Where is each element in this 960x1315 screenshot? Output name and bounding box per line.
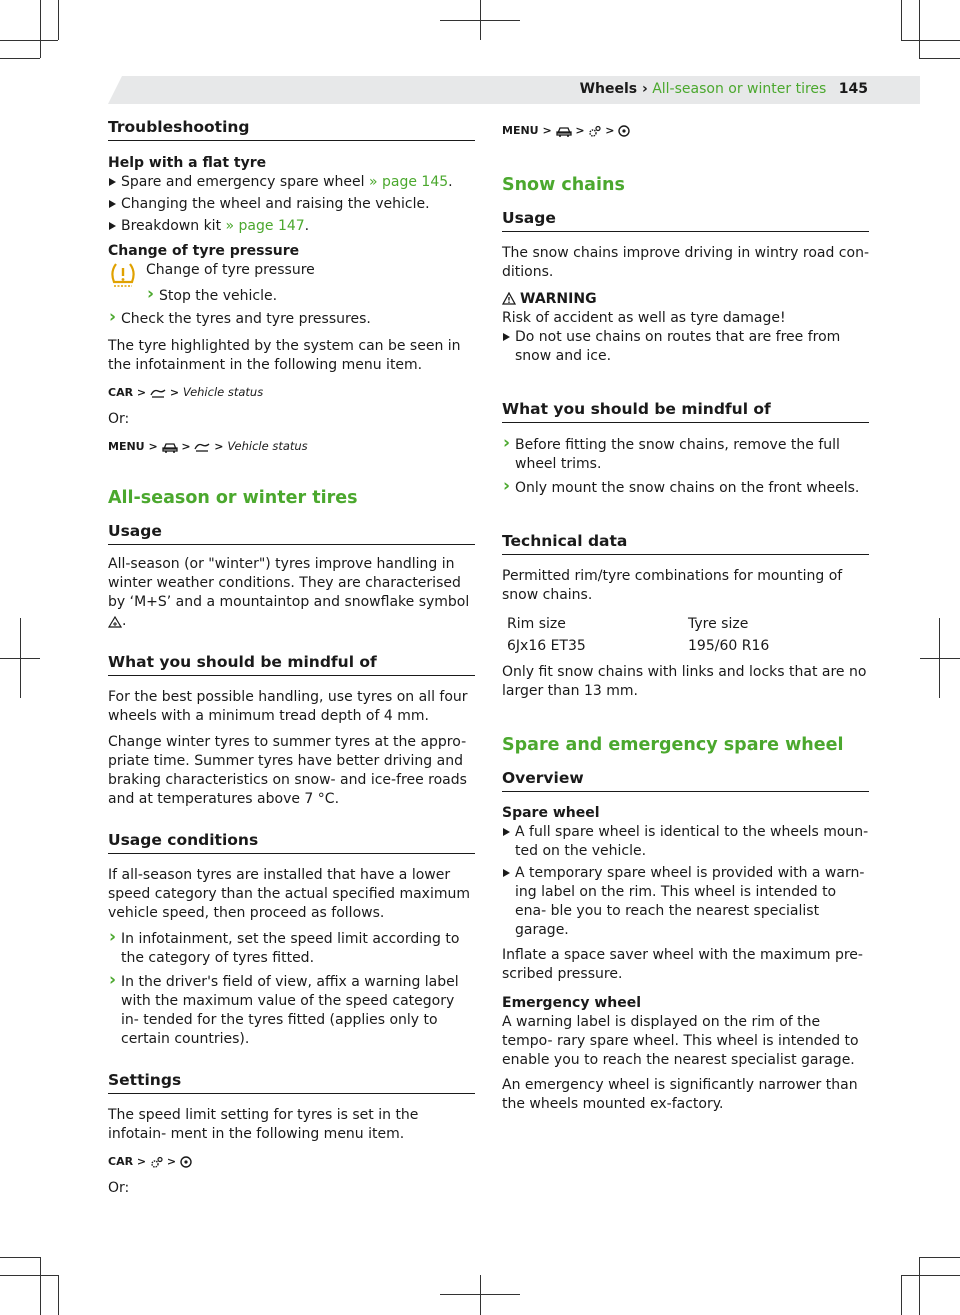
table-cell: 195/60 R16 xyxy=(688,637,770,654)
list-item: Spare and emergency spare wheel » page 145. xyxy=(108,173,475,192)
crop-mark xyxy=(0,1275,58,1276)
speed-limit-icon xyxy=(180,1156,192,1168)
usage-heading: Usage xyxy=(108,522,475,545)
crop-mark xyxy=(480,0,481,40)
settings-gear-icon xyxy=(150,1156,163,1169)
crop-mark xyxy=(20,618,21,698)
menu-path: CAR > > Vehicle status xyxy=(108,385,264,399)
menu-key-label[interactable]: MENU xyxy=(108,440,145,453)
pressure-indicator-block xyxy=(108,261,475,306)
usage-heading: Usage xyxy=(502,209,869,232)
table-row xyxy=(502,635,869,657)
crop-mark xyxy=(0,1257,40,1258)
list-item: Do not use chains on routes that are free from snow and ice. xyxy=(502,328,869,366)
action-step: › In the driver's field of view, affix a warning label with the maximum value of the speed category in- tended for the tyres fitted (applies only to certain countries). xyxy=(108,973,475,1049)
paragraph: The snow chains improve driving in wintry road con- ditions. xyxy=(502,245,869,280)
vehicle-tyre-icon xyxy=(150,388,166,398)
crop-mark xyxy=(40,1257,41,1315)
warning-heading: WARNING xyxy=(502,290,869,309)
flat-tyre-title: Help with a flat tyre xyxy=(108,155,267,171)
section-title-snow-chains: Snow chains xyxy=(502,175,625,195)
list-item: Changing the wheel and raising the vehicle. xyxy=(108,195,475,214)
section-title-spare-wheel: Spare and emergency spare wheel xyxy=(502,735,844,755)
usage-conditions-heading: Usage conditions xyxy=(108,831,475,854)
spare-wheel-title: Spare wheel xyxy=(502,805,600,821)
action-step: › Check the tyres and tyre pressures. xyxy=(108,310,475,329)
menu-item-vehicle-status[interactable]: Vehicle status xyxy=(227,439,308,453)
crop-mark xyxy=(920,658,960,659)
crop-mark xyxy=(901,1275,902,1315)
list-item: Breakdown kit » page 147. xyxy=(108,217,475,236)
technical-data-heading: Technical data xyxy=(502,532,869,555)
crop-mark xyxy=(58,0,59,40)
action-step: › In infotainment, set the speed limit according to the category of tyres fitted. xyxy=(108,930,475,968)
crop-mark xyxy=(40,0,41,58)
paragraph: Inflate a space saver wheel with the maximum pre- scribed pressure. xyxy=(502,947,863,982)
paragraph: A warning label is displayed on the rim of the tempo- rary spare wheel. This wheel is intended to enable you to reach the nearest specialist garage. xyxy=(502,1014,859,1068)
paragraph: The speed limit setting for tyres is set in the infotain- ment in the following menu item. xyxy=(108,1107,419,1142)
car-key-label[interactable]: CAR xyxy=(108,1155,134,1168)
page-header xyxy=(580,81,868,97)
mindful-heading: What you should be mindful of xyxy=(502,400,869,423)
tyre-pressure-warning-icon xyxy=(108,261,138,289)
right-column xyxy=(502,118,869,1114)
vehicle-tyre-icon xyxy=(194,442,210,452)
settings-heading: Settings xyxy=(108,1071,475,1094)
crop-mark xyxy=(901,40,960,41)
emergency-wheel-title: Emergency wheel xyxy=(502,995,642,1011)
list-item: A temporary spare wheel is provided with a warn- ing label on the rim. This wheel is intended to ena- ble you to reach the nearest specialist garage. xyxy=(502,864,869,940)
indicator-label: Change of tyre pressure xyxy=(146,262,315,278)
paragraph: If all-season tyres are installed that have a lower speed category than the actual specified maximum vehicle speed, then proceed as follows. xyxy=(108,867,471,921)
paragraph: An emergency wheel is significantly narrower than the wheels mounted ex-factory. xyxy=(502,1077,858,1112)
page-link[interactable]: » page 145 xyxy=(369,174,449,190)
warning-triangle-icon xyxy=(502,292,516,305)
crop-mark xyxy=(919,58,960,59)
page-number: 145 xyxy=(838,81,868,97)
table-header-row xyxy=(502,613,869,635)
action-step: › Before fitting the snow chains, remove the full wheel trims. xyxy=(502,436,869,474)
crop-mark xyxy=(0,58,40,59)
paragraph: Permitted rim/tyre combinations for mounting of snow chains. xyxy=(502,568,843,603)
menu-item-vehicle-status[interactable]: Vehicle status xyxy=(182,385,264,399)
page-link[interactable]: » page 147 xyxy=(225,218,305,234)
left-column xyxy=(108,118,475,1198)
action-step: › Only mount the snow chains on the front wheels. xyxy=(502,479,869,498)
crop-mark xyxy=(480,1275,481,1315)
crop-mark xyxy=(919,1257,920,1315)
speed-limit-icon xyxy=(618,125,630,137)
menu-path: MENU > > > Vehicle status xyxy=(108,439,308,453)
car-key-label[interactable]: CAR xyxy=(108,386,134,399)
mountain-snowflake-icon xyxy=(108,615,122,628)
paragraph: Change winter tyres to summer tyres at the appro- priate time. Summer tyres have better driving and braking characteristics on snow- and ice-free roads and at temperatures above 7 °C. xyxy=(108,734,467,807)
crop-mark xyxy=(0,40,58,41)
crop-mark xyxy=(919,1257,960,1258)
paragraph: All-season (or "winter") tyres improve handling in winter weather conditions. They are characterised by ‘M+S’ and a mountaintop and snowflake symbol . xyxy=(108,556,470,629)
mindful-heading: What you should be mindful of xyxy=(108,653,475,676)
menu-path: CAR > > xyxy=(108,1152,475,1171)
paragraph: For the best possible handling, use tyres on all four wheels with a minimum tread depth of 4 mm. xyxy=(108,689,468,724)
or-text: Or: xyxy=(108,411,130,427)
crop-mark xyxy=(901,1275,960,1276)
section-title-winter-tires: All-season or winter tires xyxy=(108,488,358,508)
crop-mark xyxy=(901,0,902,40)
table-header-cell: Tyre size xyxy=(688,615,749,632)
crop-mark xyxy=(919,0,920,58)
overview-heading: Overview xyxy=(502,769,869,792)
list-item: A full spare wheel is identical to the wheels moun- ted on the vehicle. xyxy=(502,823,869,861)
paragraph: Only fit snow chains with links and locks that are no larger than 13 mm. xyxy=(502,664,867,699)
crop-mark xyxy=(58,1275,59,1315)
menu-key-label[interactable]: MENU xyxy=(502,124,539,137)
or-text: Or: xyxy=(108,1180,130,1196)
action-step: › Stop the vehicle. xyxy=(146,287,315,306)
menu-path: MENU > > > xyxy=(502,121,869,140)
troubleshooting-heading: Troubleshooting xyxy=(108,118,475,141)
car-icon xyxy=(162,442,178,453)
car-icon xyxy=(556,126,572,137)
warning-text: Risk of accident as well as tyre damage! xyxy=(502,310,786,326)
snow-chain-table xyxy=(502,613,869,657)
header-chapter[interactable]: Wheels › xyxy=(579,81,648,97)
crop-mark xyxy=(939,618,940,698)
pressure-title: Change of tyre pressure xyxy=(108,243,300,259)
settings-gear-icon xyxy=(588,125,601,138)
paragraph: The tyre highlighted by the system can be seen in the infotainment in the following menu item. xyxy=(108,338,461,373)
table-cell: 6Jx16 ET35 xyxy=(507,637,586,654)
table-header-cell: Rim size xyxy=(507,615,566,632)
header-section[interactable]: All-season or winter tires xyxy=(652,81,827,97)
